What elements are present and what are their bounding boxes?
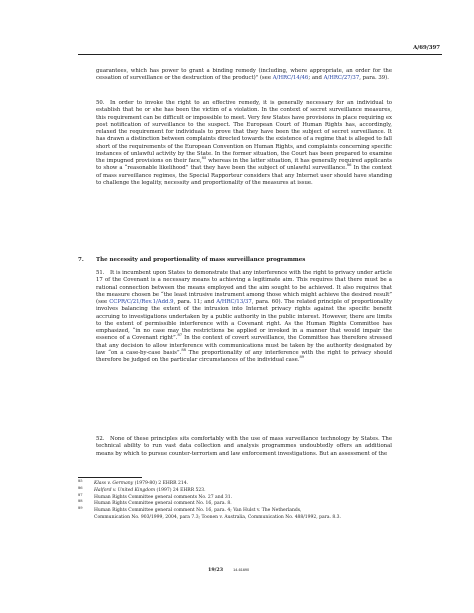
footnote-number: 85	[78, 479, 83, 483]
footnote-text: Human Rights Committee general comments No. 27 and 31.	[94, 494, 233, 500]
footnote-number: 87	[78, 492, 83, 497]
footnotes	[78, 481, 398, 521]
paragraph-52	[96, 436, 392, 458]
paragraph-number: 50.	[96, 100, 105, 106]
section-number: 7.	[78, 257, 84, 263]
link-a-hrc-27-37[interactable]: A/HRC/27/37	[323, 75, 360, 82]
footnote-ref[interactable]: 86	[346, 163, 352, 168]
paragraph-text: In order to invoke the right to an effective remedy, it is generally necessary for an individual to establish that he or she has been the victim of a violation. In the context of secret surveillance measures, this requirement can be difficult or impossible to meet. Very few States have provisions in place requiring ex post notification of surveillance to the suspect. The European Court of Human Rights has, accordingly, relaxed the requirement for individuals to prove that they have been the subject of secret surveillance. It has drawn a distinction between complaints directed towards the existence of a regime that is alleged to fall short of the requirements of the European Convention on Human Rights, and complaints concerning specific instances of unlawful activity by the State. In the former situation, the Court has been prepared to examine the impugned provisions on their face,	[96, 100, 392, 164]
intro-text-c: , para. 39).	[359, 75, 389, 82]
footnote-number: 89	[78, 506, 83, 511]
footnote	[78, 481, 398, 488]
paragraph-text: None of these principles sits comfortably with the use of mass surveillance technology by States. The technical ability to run vast data collection and analysis programmes undoubtedly offers an additional means by which to pursue counter-terrorism and law enforcement investigations. But an assessment of the	[96, 436, 392, 457]
paragraph-text: In the context of covert surveillance, the Committee has therefore stressed that any decision to allow interference with communications must be taken by the authority designated by law “on a case-by-case basis”.	[96, 335, 392, 356]
link-ccpr-c-21-rev1-add9[interactable]: CCPR/C/21/Rev.1/Add.9	[109, 299, 174, 305]
footnote-text: Klass v. Germany (1979-80) 2 EHRR 214.	[94, 481, 189, 486]
link-a-hrc-14-46[interactable]: A/HRC/14/46	[272, 75, 309, 82]
paragraph-text: The proportionality of any interference with the right to privacy should therefore be judged on the particular circumstances of the individual case.	[96, 349, 393, 363]
footnote-ref[interactable]: 85	[201, 156, 207, 161]
paragraph-51	[96, 270, 392, 364]
paragraph-number: 52.	[96, 436, 105, 442]
job-number: 14-61690	[233, 568, 250, 572]
footnote-text: Human Rights Committee general comment No. 16, para. 4; Van Hulst v. The Netherlands,	[94, 508, 302, 514]
page-number: 19/23	[208, 567, 224, 573]
paragraph-text: , para. 60). The related principle of proportionality involves balancing the extent of the intrusion into Internet privacy rights against the specific benefit accruing to investigations undertaken by a public authority in the public interest. However, there are limits to the extent of permissible interference with a Covenant right. As the Human Rights Committee has emphasized, “in no case may the restrictions be applied or invoked in a manner that would impair the essence of a Covenant right”.	[96, 299, 393, 342]
footnote-ref[interactable]: 88	[181, 347, 186, 352]
footnote-number: 86	[78, 485, 83, 490]
paragraph-number: 51.	[96, 270, 105, 276]
header-rule	[78, 54, 442, 55]
paragraph-50	[96, 100, 392, 187]
paragraph-text: In the context of mass surveillance regimes, the Special Rapporteur considers that any Internet user should have standing to challenge the legality, necessity and proportionality of the measures at issue.	[96, 165, 392, 186]
intro-text-b: ; and	[308, 75, 324, 82]
page-footer	[208, 567, 249, 573]
footnote-continuation: Communication No. 903/1999, 2004, para 7.3; Toonen v. Australia, Communication No. 488/1992, para. 8.3.	[94, 514, 341, 520]
intro-text-a: guarantees, which has power to grant a binding remedy (including, where appropriate, an order for the cessation of surveillance or the destruction of the product)" (see	[96, 68, 392, 82]
intro-paragraph	[96, 68, 392, 83]
paragraph-text: It is incumbent upon States to demonstrate that any interference with the right to privacy under article 17 of the Covenant is a necessary means to achieving a legitimate aim. This requires that there must be a rational connection between the means employed and the aim sought to be achieved. It also requires that the measure chosen be “the least intrusive instrument among those which might achieve the desired result” (see	[96, 270, 392, 305]
document-symbol: A/69/397	[413, 45, 440, 51]
footnote-rule	[78, 477, 142, 478]
section-title: The necessity and proportionality of mass surveillance programmes	[96, 257, 306, 263]
footnote	[78, 485, 398, 495]
footnote	[78, 508, 398, 515]
footnote-ref[interactable]: 87	[177, 333, 183, 338]
link-a-hrc-13-37[interactable]: A/HRC/13/37	[216, 299, 252, 305]
footnote-text: Halford v. United Kingdom (1997) 24 EHRR 523.	[94, 487, 206, 493]
paragraph-text: whereas in the latter situation, it has generally required applicants to show a “reasonable likelihood” that they have been the subject of unlawful surveillance.	[96, 158, 393, 172]
footnote-ref[interactable]: 89	[299, 355, 305, 360]
footnote-text: Human Rights Committee general comment No. 16, para. 8.	[94, 501, 232, 507]
section-heading	[78, 257, 398, 263]
footnote-number: 88	[78, 499, 83, 504]
paragraph-text: , para. 11; and	[173, 299, 217, 305]
